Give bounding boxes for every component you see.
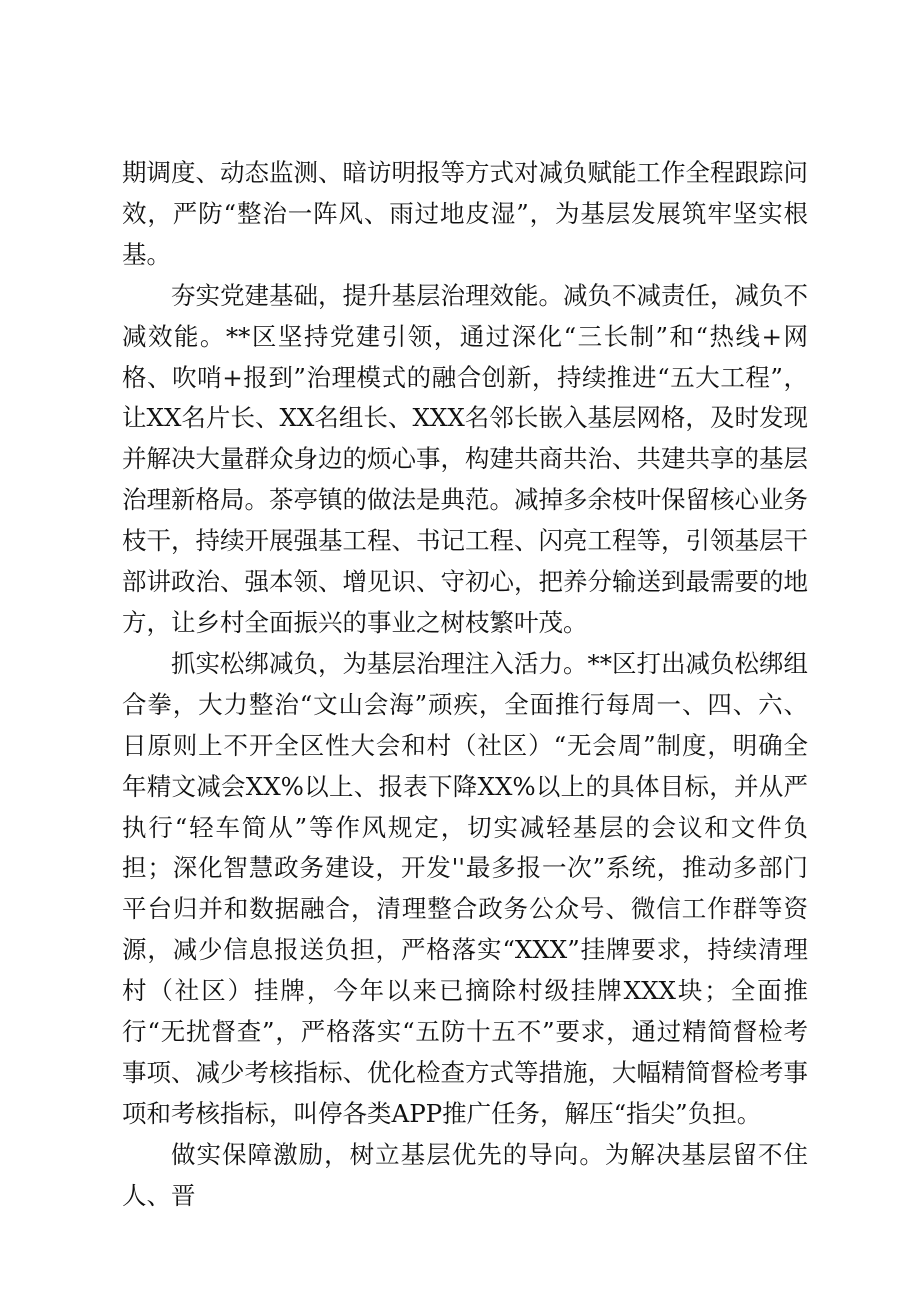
- paragraph-incentives: 做实保障激励，树立基层优先的导向。为解决基层留不住人、晋: [122, 1139, 808, 1210]
- paragraph-burden-reduction: 抓实松绑减负，为基层治理注入活力。**区打出减负松绑组合拳，大力整治“文山会海”顽疾，全面推行每周一、四、六、日原则上不开全区性大会和村（社区）“无会周”制度，明确全年精文减会XX%以上、报表下降XX%以上的具体目标，并从严执行“轻车简从”等作风规定，切实减轻基层的会议和文件负担；深化智慧政务建设，开发''最多报一次”系统，推动多部门平台归并和数据融合，清理整合政务公众号、微信工作群等资源，减少信息报送负担，严格落实“XXX”挂牌要求，持续清理村（社区）挂牌，今年以来已摘除村级挂牌XXX块；全面推行“无扰督查”，严格落实“五防十五不”要求，通过精简督检考事项、减少考核指标、优化检查方式等措施，大幅精简督检考事项和考核指标，叫停各类APP推广任务，解压“指尖”负担。: [122, 648, 808, 1128]
- paragraph-continuation: 期调度、动态监测、暗访明报等方式对减负赋能工作全程跟踪问效，严防“整治一阵风、雨过地皮湿”，为基层发展筑牢坚实根基。: [122, 158, 808, 269]
- document-body: [122, 153, 808, 1217]
- paragraph-party-building: 夯实党建基础，提升基层治理效能。减负不减责任，减负不减效能。**区坚持党建引领，通过深化“三长制”和“热线+网格、吹哨+报到”治理模式的融合创新，持续推进“五大工程”，让XX名片长、XX名组长、XXX名邻长嵌入基层网格，及时发现并解决大量群众身边的烦心事，构建共商共治、共建共享的基层治理新格局。茶亭镇的做法是典范。减掉多余枝叶保留核心业务枝干，持续开展强基工程、书记工程、闪亮工程等，引领基层干部讲政治、强本领、增见识、守初心，把养分输送到最需要的地方，让乡村全面振兴的事业之树枝繁叶茂。: [122, 280, 808, 637]
